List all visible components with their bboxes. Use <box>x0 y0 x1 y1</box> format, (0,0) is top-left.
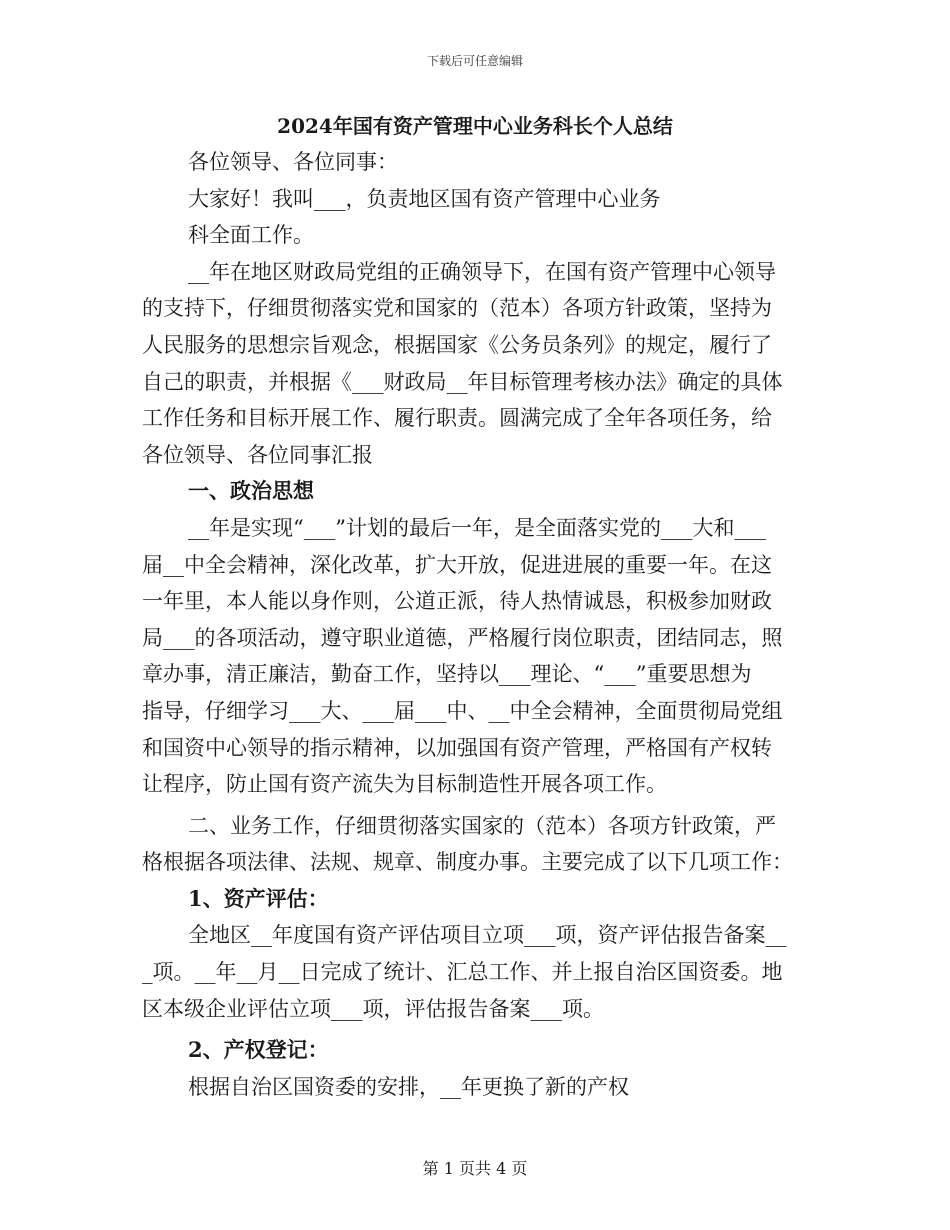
paragraph-line: 自己的职责，并根据《___财政局__年目标管理考核办法》确定的具体 <box>142 369 783 394</box>
paragraph-line: 局___的各项活动，遵守职业道德，严格履行岗位职责，团结同志，照 <box>142 625 783 650</box>
paragraph-line: 的支持下，仔细贯彻落实党和国家的（范本）各项方针政策，坚持为 <box>142 296 772 321</box>
intro-line: 科全面工作。 <box>188 223 314 248</box>
intro-line: 大家好！我叫___，负责地区国有资产管理中心业务 <box>188 186 661 211</box>
paragraph-line: 二、业务工作，仔细贯彻落实国家的（范本）各项方针政策，严 <box>188 813 776 838</box>
section-heading: 一、政治思想 <box>188 478 314 504</box>
paragraph-line: 人民服务的思想宗旨观念，根据国家《公务员条列》的规定，履行了 <box>142 332 772 357</box>
paragraph-line: 届__中全会精神，深化改革，扩大开放，促进进展的重要一年。在这 <box>142 552 772 577</box>
paragraph-line: 和国资中心领导的指示精神，以加强国有资产管理，严格国有产权转 <box>142 735 772 760</box>
paragraph-line: 一年里，本人能以身作则，公道正派，待人热情诚恳，积极参加财政 <box>142 589 772 614</box>
page-footer: 第 1 页共 4 页 <box>422 1159 528 1178</box>
paragraph-line: 让程序，防止国有资产流失为目标制造性开展各项工作。 <box>142 772 667 797</box>
paragraph-line: 工作任务和目标开展工作、履行职责。圆满完成了全年各项任务，给 <box>142 406 772 431</box>
page-header-note: 下载后可任意编辑 <box>426 54 523 68</box>
greeting-line: 各位领导、各位同事： <box>188 150 398 174</box>
paragraph-line: 各位领导、各位同事汇报 <box>142 442 373 467</box>
paragraph-line: 全地区__年度国有资产评估项目立项___项，资产评估报告备案__ <box>188 923 787 948</box>
paragraph-line: __年是实现“___”计划的最后一年，是全面落实党的___大和___ <box>188 515 766 540</box>
paragraph-line: __年在地区财政局党组的正确领导下，在国有资产管理中心领导 <box>188 259 776 284</box>
paragraph-line: 根据自治区国资委的安排，__年更换了新的产权 <box>188 1074 629 1099</box>
paragraph-line: 区本级企业评估立项___项，评估报告备案___项。 <box>142 996 604 1021</box>
document-title: 2024年国有资产管理中心业务科长个人总结 <box>277 114 673 138</box>
subsection-heading: 2、产权登记： <box>188 1037 329 1063</box>
subsection-heading: 1、资产评估： <box>188 885 329 911</box>
paragraph-line: 格根据各项法律、法规、规章、制度办事。主要完成了以下几项工作： <box>142 850 793 875</box>
paragraph-line: 章办事，清正廉洁，勤奋工作，坚持以___理论、“___”重要思想为 <box>142 662 752 687</box>
document-body <box>142 110 808 1105</box>
paragraph-line: _项。__年__月__日完成了统计、汇总工作、并上报自治区国资委。地 <box>142 960 783 985</box>
paragraph-line: 指导，仔细学习___大、___届___中、__中全会精神，全面贯彻局党组 <box>142 698 783 723</box>
